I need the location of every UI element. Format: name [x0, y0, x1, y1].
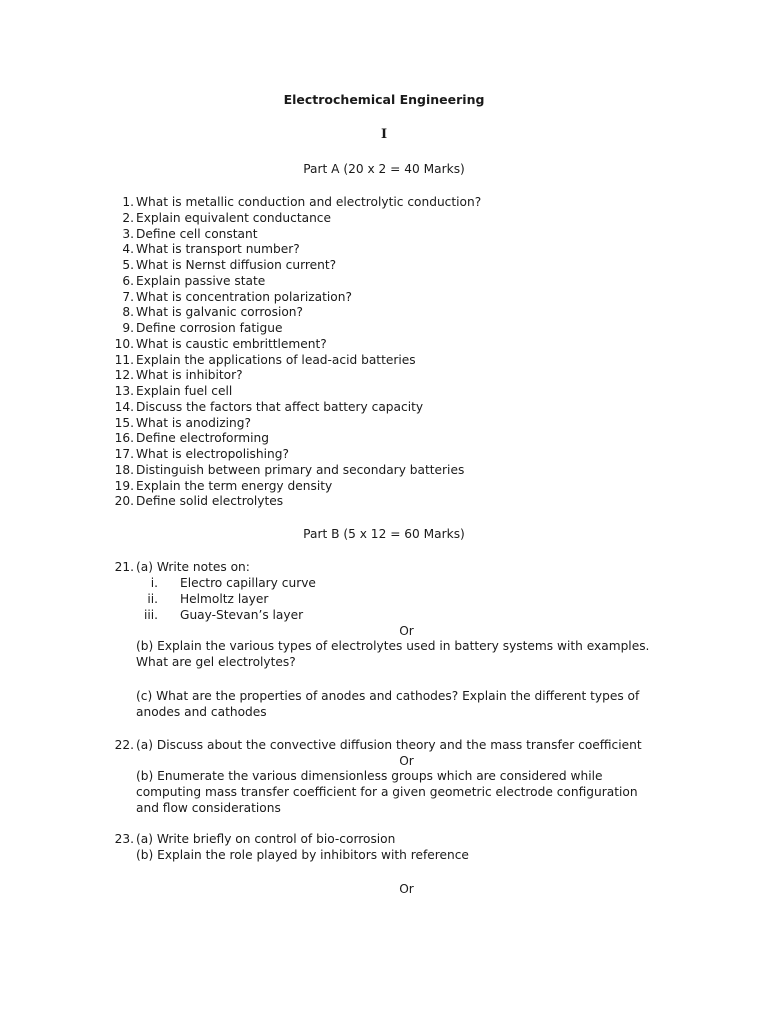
question-23a-text: (a) Write briefly on control of bio-corrosion	[136, 832, 396, 846]
question-text: What is anodizing?	[136, 415, 251, 430]
question-text: What is Nernst diffusion current?	[136, 258, 337, 272]
question-text: What is electropolishing?	[136, 447, 289, 461]
subitem-text: Helmoltz layer	[180, 592, 269, 606]
question-number: 21.	[114, 560, 134, 574]
unit-number: I	[380, 127, 388, 142]
question-item	[0, 211, 768, 227]
question-item	[0, 431, 768, 447]
question-item	[0, 337, 768, 353]
question-text: Distinguish between primary and secondary batteries	[136, 462, 465, 477]
question-22b-line2: computing mass transfer coefficient for a given geometric electrode configuration	[136, 785, 638, 799]
question-number: 8.	[122, 305, 134, 320]
question-number: 23.	[114, 832, 134, 846]
question-text: Explain passive state	[136, 273, 266, 288]
question-item	[0, 274, 768, 290]
question-item	[0, 400, 768, 416]
question-text: What is galvanic corrosion?	[136, 305, 304, 320]
question-item	[0, 242, 768, 258]
question-22b-line3: and flow considerations	[136, 801, 281, 815]
subitem-numeral: ii.	[147, 592, 158, 606]
subitem-numeral: iii.	[143, 608, 158, 622]
question-item	[0, 494, 768, 510]
question-item	[0, 447, 768, 463]
question-number: 11.	[114, 352, 134, 367]
question-21c-line1: (c) What are the properties of anodes and cathodes? Explain the different types of	[136, 689, 640, 703]
question-item	[0, 195, 768, 211]
question-text: What is transport number?	[136, 242, 300, 257]
question-item	[0, 290, 768, 306]
question-item	[0, 258, 768, 274]
question-21a-text: (a) Write notes on:	[136, 560, 250, 574]
question-text: Discuss the factors that affect battery capacity	[136, 399, 424, 414]
question-22b-line1: (b) Enumerate the various dimensionless groups which are considered while	[136, 769, 603, 783]
question-number: 20.	[114, 494, 134, 509]
question-21b-line2: What are gel electrolytes?	[136, 655, 296, 669]
question-number: 6.	[122, 273, 134, 288]
question-text: Define cell constant	[136, 226, 258, 241]
question-text: What is metallic conduction and electrolytic conduction?	[136, 195, 482, 209]
or-separator: Or	[399, 754, 414, 768]
question-number: 22.	[114, 738, 134, 752]
question-text: Explain the applications of lead-acid batteries	[136, 352, 416, 367]
question-number: 18.	[114, 462, 134, 477]
question-text: Explain the term energy density	[136, 478, 333, 493]
document-title: Electrochemical Engineering	[283, 92, 485, 107]
question-item	[0, 463, 768, 479]
question-text: What is caustic embrittlement?	[136, 336, 327, 351]
question-number: 14.	[114, 399, 134, 414]
or-separator: Or	[399, 882, 414, 896]
question-number: 4.	[122, 242, 134, 257]
question-text: What is inhibitor?	[136, 368, 243, 383]
question-number: 1.	[122, 195, 134, 209]
question-21c-line2: anodes and cathodes	[136, 705, 267, 719]
question-number: 12.	[114, 368, 134, 383]
question-item	[0, 305, 768, 321]
part-a-question-list	[0, 195, 768, 510]
question-item	[0, 416, 768, 432]
question-number: 2.	[122, 210, 134, 225]
question-text: Define electroforming	[136, 431, 269, 446]
question-number: 16.	[114, 431, 134, 446]
question-text: Explain fuel cell	[136, 384, 233, 398]
question-number: 9.	[122, 321, 134, 335]
question-text: What is concentration polarization?	[136, 289, 352, 304]
question-text: Explain equivalent conductance	[136, 210, 331, 225]
question-number: 17.	[114, 447, 134, 461]
question-number: 5.	[122, 258, 134, 272]
question-item	[0, 384, 768, 400]
question-item	[0, 479, 768, 495]
question-text: Define corrosion fatigue	[136, 321, 283, 335]
question-number: 15.	[114, 415, 134, 430]
subitem-text: Electro capillary curve	[180, 576, 316, 590]
question-number: 19.	[114, 478, 134, 493]
question-text: Define solid electrolytes	[136, 494, 284, 509]
part-b-heading: Part B (5 x 12 = 60 Marks)	[303, 527, 465, 541]
question-22a-text: (a) Discuss about the convective diffusion theory and the mass transfer coefficient	[136, 738, 642, 752]
question-item	[0, 368, 768, 384]
question-23b-text: (b) Explain the role played by inhibitors with reference	[136, 848, 469, 862]
question-number: 7.	[122, 289, 134, 304]
question-number: 13.	[114, 384, 134, 398]
question-21b-line1: (b) Explain the various types of electrolytes used in battery systems with examples.	[136, 639, 650, 653]
or-separator: Or	[399, 624, 414, 638]
question-number: 3.	[122, 226, 134, 241]
question-number: 10.	[114, 336, 134, 351]
question-item	[0, 227, 768, 243]
subitem-text: Guay-Stevan’s layer	[180, 608, 304, 622]
subitem-numeral: i.	[150, 576, 158, 590]
part-a-heading: Part A (20 x 2 = 40 Marks)	[303, 162, 465, 176]
question-item	[0, 353, 768, 369]
question-item	[0, 321, 768, 337]
